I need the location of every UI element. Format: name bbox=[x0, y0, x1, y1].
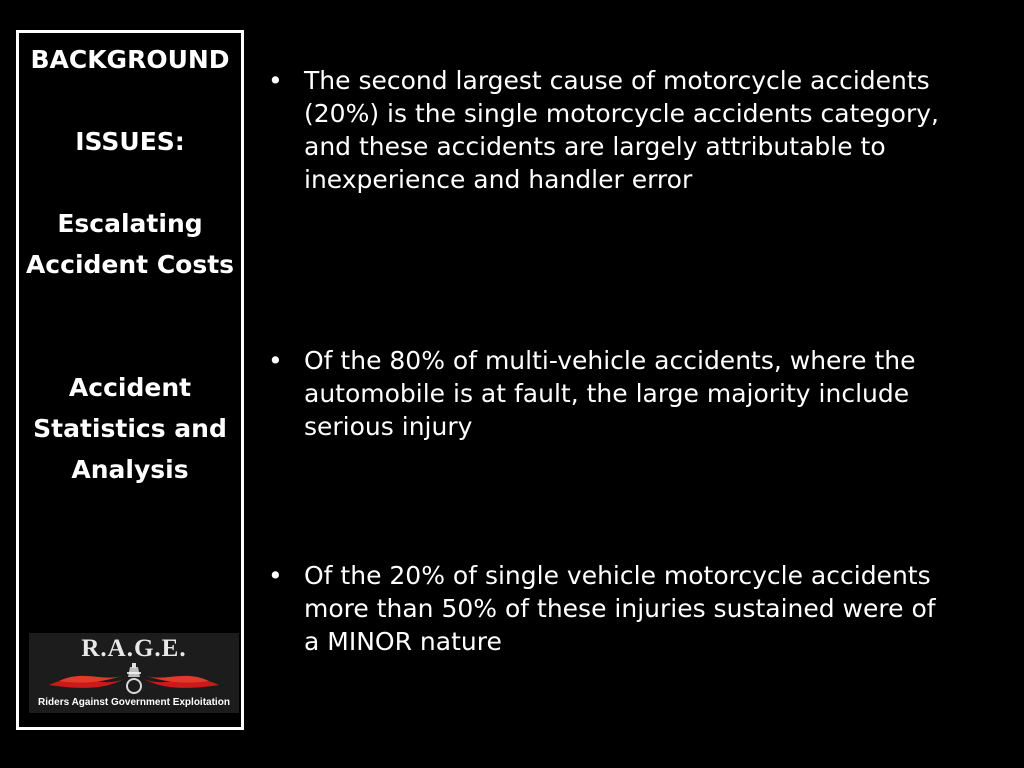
bullet-dot: • bbox=[268, 561, 283, 590]
sidebar-line-accident: Accident bbox=[68, 373, 192, 402]
sidebar-panel bbox=[16, 30, 244, 730]
sidebar-line-accident-costs: Accident Costs bbox=[25, 250, 235, 279]
logo-caption: Riders Against Government Exploitation bbox=[38, 697, 230, 708]
sidebar-topic-costs bbox=[19, 203, 241, 285]
sidebar-subheading bbox=[19, 121, 241, 162]
sidebar-line-analysis: Analysis bbox=[71, 455, 189, 484]
rage-logo bbox=[29, 633, 239, 713]
bullet-dot: • bbox=[268, 346, 283, 375]
bullet-text-minor-injuries: Of the 20% of single vehicle motorcycle accidents more than 50% of these injuries sustained were of a MINOR nature bbox=[304, 561, 936, 656]
bullet-text-multi-vehicle: Of the 80% of multi-vehicle accidents, where the automobile is at fault, the large majority include serious injury bbox=[304, 346, 916, 441]
sidebar-line-statistics: Statistics and bbox=[33, 414, 227, 443]
bullet-item bbox=[262, 64, 942, 196]
sidebar-line-background: BACKGROUND bbox=[30, 45, 230, 74]
sidebar-line-issues: ISSUES: bbox=[75, 127, 185, 156]
motorcycle-flames-icon bbox=[29, 663, 239, 697]
bullet-item bbox=[262, 344, 942, 443]
bullet-item bbox=[262, 559, 942, 658]
logo-title: R.A.G.E. bbox=[81, 635, 187, 662]
sidebar-heading bbox=[19, 39, 241, 80]
bullet-text-single-vehicle-cause: The second largest cause of motorcycle accidents (20%) is the single motorcycle accidents category, and these accidents are largely attributable to inexperience and handler error bbox=[304, 66, 939, 194]
sidebar-line-escalating: Escalating bbox=[57, 209, 203, 238]
sidebar-topic-statistics bbox=[19, 367, 241, 490]
bullet-dot: • bbox=[268, 66, 283, 95]
